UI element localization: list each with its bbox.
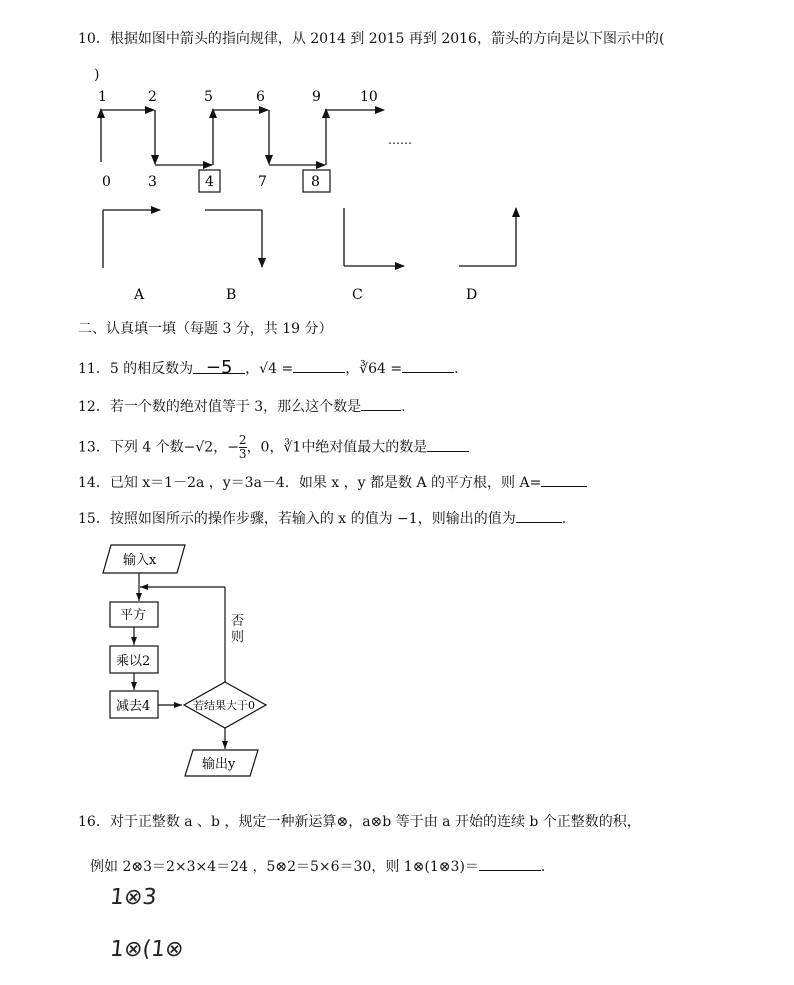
top-number: 5 (204, 89, 213, 105)
ellipsis: …… (388, 133, 412, 147)
q13-number-4: ∛1 (283, 439, 302, 456)
step-subtract-label: 减去4 (116, 699, 151, 714)
q11-answer-blank[interactable]: −5 (193, 359, 245, 374)
q10-text: 10．根据如图中箭头的指向规律，从 2014 到 2015 再到 2016，箭头的方向是以下图示中的( (78, 31, 665, 47)
top-number: 2 (148, 89, 157, 105)
input-label: 输入x (123, 553, 157, 568)
output-label: 输出y (202, 757, 236, 772)
q16-line-1: 16．对于正整数 a 、b ，规定一种新运算⊗，a⊗b 等于由 a 开始的连续 b 个正整数的积， (78, 814, 641, 830)
q13: 13．下列 4 个数−√2，− $\frac{2}{3}$ ，0，∛1中绝对值最大的数是 (78, 434, 469, 461)
q16-line-2: 例如 2⊗3＝2×3×4＝24 ，5⊗2＝5×6＝30，则 1⊗(1⊗3)＝ . (90, 856, 545, 876)
top-number: 6 (256, 89, 265, 105)
q11-cbrt64: ∛64 = (359, 361, 403, 377)
top-number: 10 (360, 89, 378, 105)
decision-label: 若结果大于0 (193, 699, 255, 712)
handwriting-note-1: 1⊗3 (108, 885, 158, 910)
q13-fraction: $\frac{2}{3}$ (238, 433, 247, 461)
option-label-b: B (226, 287, 237, 303)
option-label-a: A (134, 287, 145, 303)
q10-paren-close: ) (94, 67, 100, 83)
step-multiply-label: 乘以2 (116, 654, 151, 669)
q11: 11．5 的相反数为 −5 ，√4 = ，∛64 = . (78, 357, 459, 378)
q15: 15．按照如图所示的操作步骤，若输入的 x 的值为 −1，则输出的值为 . (78, 508, 566, 528)
q11-prefix: 11．5 的相反数为 (78, 361, 194, 377)
section-heading: 二、认真填一填（每题 3 分，共 19 分） (78, 321, 333, 337)
option-label-d: D (466, 287, 478, 303)
bottom-number: 4 (205, 174, 214, 190)
q11-sqrt4: √4 = (259, 361, 294, 377)
top-number: 9 (312, 89, 321, 105)
step-square-label: 平方 (120, 608, 147, 623)
handwriting-note-2: 1⊗(1⊗ (108, 937, 185, 962)
bottom-number: 8 (311, 174, 320, 190)
bottom-number: 3 (148, 174, 157, 190)
q14: 14．已知 x＝1－2a ，y＝3a－4．如果 x ，y 都是数 A 的平方根，则 A= (78, 472, 587, 492)
q16-blank[interactable] (479, 856, 541, 871)
option-label-c: C (352, 287, 363, 303)
bottom-number: 0 (102, 174, 111, 190)
no-branch-label: 否则 (231, 614, 245, 645)
top-number: 1 (98, 89, 107, 105)
bottom-number: 7 (258, 174, 267, 190)
q13-number-1: −√2 (183, 439, 214, 456)
q12: 12．若一个数的绝对值等于 3，那么这个数是 . (78, 396, 406, 416)
